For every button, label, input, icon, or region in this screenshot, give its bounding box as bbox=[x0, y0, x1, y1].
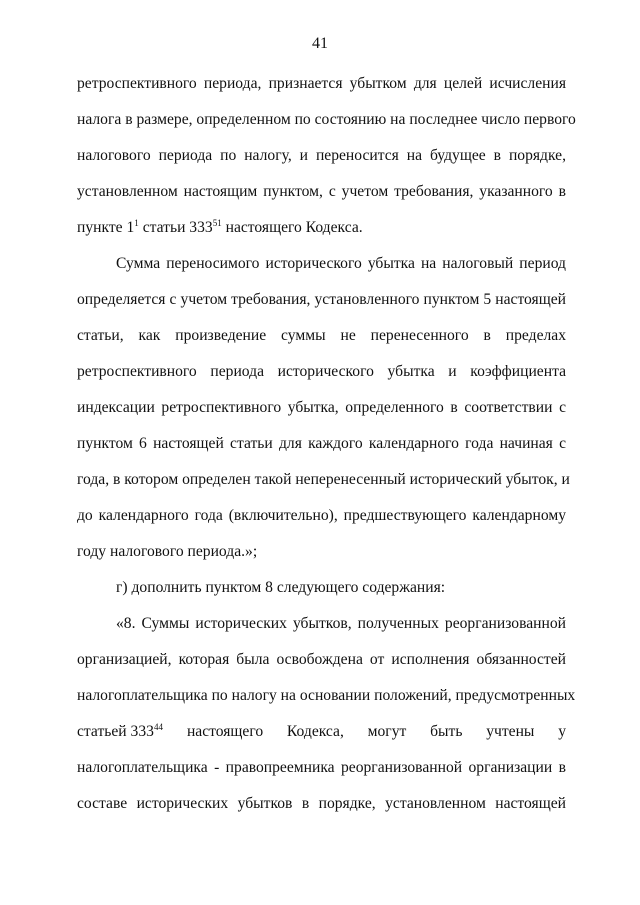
text-line-with-superscripts bbox=[77, 218, 566, 238]
text-fragment: настоящего Кодекса. bbox=[221, 219, 363, 236]
text-line: составе исторических убытков в порядке, установленном настоящей bbox=[77, 795, 566, 812]
superscript: 1 bbox=[134, 218, 139, 228]
text-line: налогоплательщика - правопреемника реорганизованной организации в bbox=[77, 759, 566, 776]
text-line: года, в котором определен такой неперенесенный исторический убыток, и bbox=[77, 471, 570, 488]
text-line: налогового периода по налогу, и переносится на будущее в порядке, bbox=[77, 147, 566, 164]
superscript: 44 bbox=[153, 722, 163, 732]
text-fragment: статьей 333 bbox=[77, 723, 154, 740]
superscript: 51 bbox=[212, 218, 222, 228]
text-line: организацией, которая была освобождена от исполнения обязанностей bbox=[77, 651, 566, 668]
text-fragment: статьи 333 bbox=[138, 219, 213, 236]
text-fragment: настоящего Кодекса, могут быть учтены у bbox=[186, 723, 566, 740]
text-line: статьи, как произведение суммы не перенесенного в пределах bbox=[77, 327, 566, 344]
text-line: определяется с учетом требования, установленного пунктом 5 настоящей bbox=[77, 291, 566, 308]
text-line: налогоплательщика по налогу на основании положений, предусмотренных bbox=[77, 687, 576, 704]
text-line: ретроспективного периода, признается убытком для целей исчисления bbox=[77, 75, 566, 92]
text-line: ретроспективного периода исторического убытка и коэффициента bbox=[77, 363, 566, 380]
page-number: 41 bbox=[312, 35, 328, 52]
text-line: установленном настоящим пунктом, с учетом требования, указанного в bbox=[77, 183, 566, 200]
paragraph-first-line: г) дополнить пунктом 8 следующего содержания: bbox=[116, 579, 446, 596]
text-fragment: пункте 1 bbox=[77, 219, 135, 236]
text-fragment bbox=[77, 722, 163, 742]
paragraph-first-line: Сумма переносимого исторического убытка на налоговый период bbox=[116, 255, 566, 272]
text-line-with-superscript bbox=[77, 722, 566, 742]
text-line: пунктом 6 настоящей статьи для каждого календарного года начиная с bbox=[77, 435, 566, 452]
text-line: налога в размере, определенном по состоянию на последнее число первого bbox=[77, 111, 576, 128]
paragraph-first-line: «8. Суммы исторических убытков, полученных реорганизованной bbox=[116, 615, 566, 632]
text-line: индексации ретроспективного убытка, определенного в соответствии с bbox=[77, 399, 566, 416]
text-line: году налогового периода.»; bbox=[77, 543, 258, 560]
text-line: до календарного года (включительно), предшествующего календарному bbox=[77, 507, 566, 524]
